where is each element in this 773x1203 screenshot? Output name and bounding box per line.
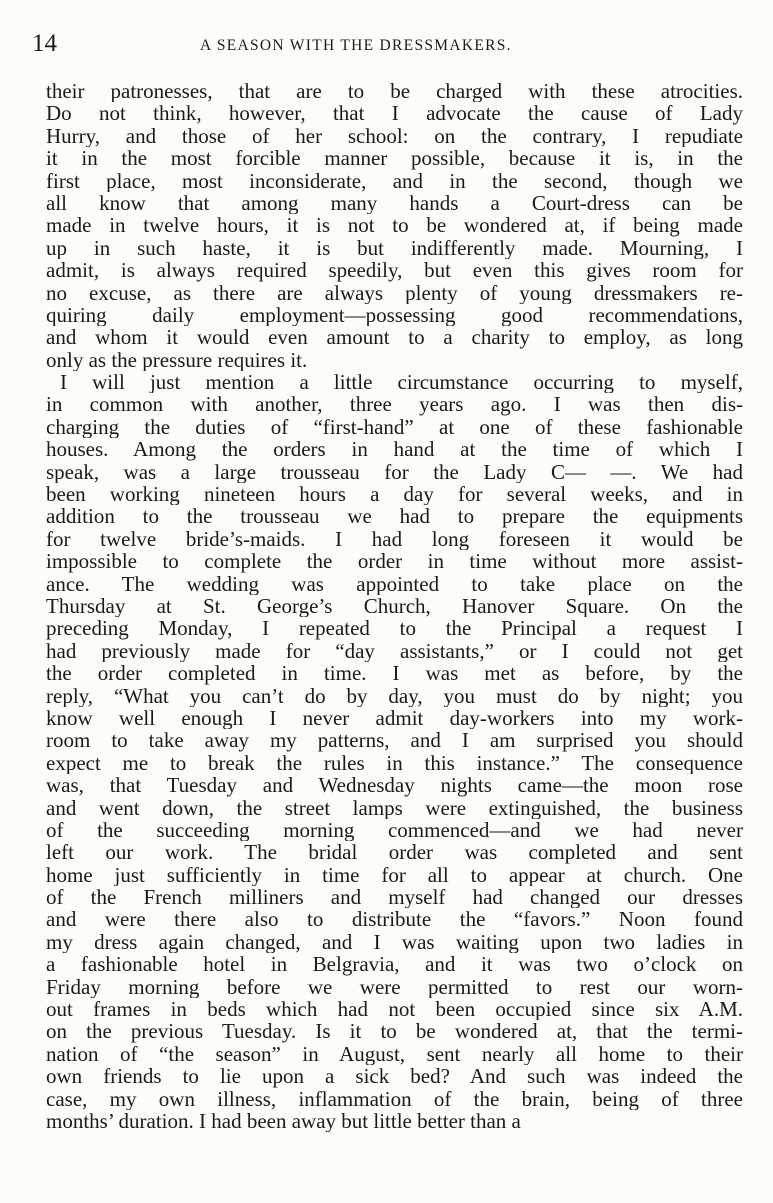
text-line: for twelve bride’s-maids. I had long foreseen it would be (46, 527, 743, 551)
text-line: impossible to complete the order in time without more assist- (46, 550, 743, 573)
text-line: Do not think, however, that I advocate the cause of Lady (46, 102, 743, 125)
text-line: expect me to break the rules in this instance.” The consequence (46, 751, 743, 775)
text-line: home just sufficiently in time for all to appear at church. One (46, 863, 743, 887)
paragraph (46, 80, 743, 371)
page-header (32, 30, 732, 64)
text-line: all know that among many hands a Court-dress can be (46, 191, 743, 215)
text-line: the order completed in time. I was met as before, by the (46, 662, 743, 685)
text-line: on the previous Tuesday. Is it to be wondered at, that the termi- (46, 1020, 743, 1043)
text-line: speak, was a large trousseau for the Lady C— —. We had (46, 460, 743, 484)
text-line: of the succeeding morning commenced—and we had never (46, 818, 743, 842)
text-line: Friday morning before we were permitted to rest our worn- (46, 975, 743, 999)
text-line: houses. Among the orders in hand at the time of which I (46, 438, 743, 461)
text-line: addition to the trousseau we had to prepare the equipments (46, 505, 743, 528)
text-line: was, that Tuesday and Wednesday nights came—the moon rose (46, 774, 743, 797)
text-line: been working nineteen hours a day for several weeks, and in (46, 483, 743, 506)
text-line: out frames in beds which had not been occupied since six A.M. (46, 998, 743, 1021)
text-line: case, my own illness, inflammation of the brain, being of three (46, 1087, 743, 1110)
body-text (46, 80, 743, 1132)
text-line: in common with another, three years ago. I was then dis- (46, 393, 743, 416)
text-line: room to take away my patterns, and I am surprised you should (46, 729, 743, 752)
text-line: their patronesses, that are to be charged with these atrocities. (46, 80, 743, 103)
page-number: 14 (32, 30, 57, 57)
text-line: preceding Monday, I repeated to the Principal a request I (46, 617, 743, 640)
text-line: my dress again changed, and I was waiting upon two ladies in (46, 930, 743, 954)
text-line: and were there also to distribute the “favors.” Noon found (46, 908, 743, 931)
paragraph (46, 371, 743, 1132)
text-line: first place, most inconsiderate, and in the second, though we (46, 169, 743, 192)
text-line: quiring daily employment—possessing good recommendations, (46, 303, 743, 327)
text-line: months’ duration. I had been away but little better than a (46, 1109, 521, 1133)
text-line: charging the duties of “first-hand” at one of these fashionable (46, 415, 743, 439)
text-line: and went down, the street lamps were extinguished, the business (46, 796, 743, 819)
text-line: had previously made for “day assistants,” or I could not get (46, 639, 743, 663)
text-line: know well enough I never admit day-workers into my work- (46, 706, 743, 730)
text-line: it in the most forcible manner possible, because it is, in the (46, 147, 743, 170)
running-head: A SEASON WITH THE DRESSMAKERS. (200, 37, 512, 54)
text-line: up in such haste, it is but indifferently made. Mourning, I (46, 236, 743, 260)
text-line: no excuse, as there are always plenty of young dressmakers re- (46, 281, 743, 304)
text-line: and whom it would even amount to a charity to employ, as long (46, 326, 743, 349)
text-line: a fashionable hotel in Belgravia, and it was two o’clock on (46, 953, 743, 976)
text-line: reply, “What you can’t do by day, you must do by night; you (46, 684, 743, 707)
text-line: admit, is always required speedily, but even this gives room for (46, 259, 743, 282)
text-line: only as the pressure requires it. (46, 348, 308, 372)
text-line: ance. The wedding was appointed to take place on the (46, 572, 743, 595)
text-line: of the French milliners and myself had changed our dresses (46, 886, 743, 909)
text-line: I will just mention a little circumstance occurring to myself, (60, 371, 743, 394)
text-line: nation of “the season” in August, sent nearly all home to their (46, 1042, 743, 1066)
text-line: own friends to lie upon a sick bed? And such was indeed the (46, 1065, 743, 1088)
text-line: left our work. The bridal order was completed and sent (46, 841, 743, 864)
text-line: made in twelve hours, it is not to be wondered at, if being made (46, 214, 743, 237)
text-line: Hurry, and those of her school: on the contrary, I repudiate (46, 124, 743, 148)
text-line: Thursday at St. George’s Church, Hanover Square. On the (46, 594, 743, 618)
